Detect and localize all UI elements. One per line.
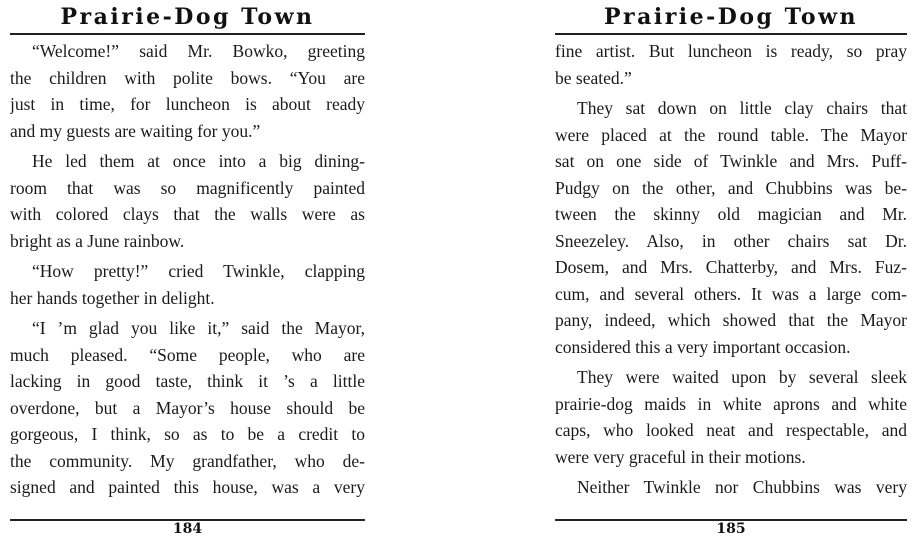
text-line: pany, indeed, which showed that the Mayor (555, 310, 907, 330)
text-line: Neither Twinkle nor Chubbins was very (577, 477, 907, 497)
text-line: just in time, for luncheon is about ready (10, 94, 365, 114)
text-line: “Welcome!” said Mr. Bowko, greeting (32, 41, 365, 61)
text-line: sat on one side of Twinkle and Mrs. Puff- (555, 151, 907, 171)
text-line: prairie-dog maids in white aprons and white (555, 393, 907, 414)
text-line: cum, and several others. It was a large com- (555, 283, 907, 304)
text-line: Sneezeley. Also, in other chairs sat Dr. (555, 230, 907, 251)
text-line: bright as a June rainbow. (10, 230, 185, 251)
left-page (10, 0, 365, 544)
right-body-text (555, 38, 907, 501)
text-line: and my guests are waiting for you.” (10, 120, 261, 141)
text-line: They sat down on little clay chairs that (577, 98, 907, 118)
text-line: were placed at the round table. The Mayor (555, 124, 907, 145)
text-line: were very graceful in their motions. (555, 446, 806, 467)
text-line: caps, who looked neat and respectable, and (555, 420, 907, 440)
text-line: He led them at once into a big dining- (32, 151, 365, 171)
text-line: considered this a very important occasion. (555, 336, 851, 357)
text-line: with colored clays that the walls were as (10, 204, 365, 224)
right-running-head: Prairie-Dog Town (603, 4, 859, 30)
text-line: much pleased. “Some people, who are (10, 344, 365, 365)
text-line: Dosem, and Mrs. Chatterby, and Mrs. Fuz- (555, 257, 907, 277)
text-line: fine artist. But luncheon is ready, so pray (555, 41, 907, 61)
text-line: lacking in good taste, think it ’s a little (10, 371, 365, 391)
left-running-head: Prairie-Dog Town (60, 4, 315, 30)
left-page-number: 184 (172, 521, 203, 537)
text-line: gorgeous, I think, so as to be a credit to (10, 424, 365, 444)
text-line: Pudgy on the other, and Chubbins was be- (555, 177, 907, 198)
text-line: signed and painted this house, was a very (10, 477, 365, 497)
left-top-rule (10, 33, 365, 35)
right-page (555, 0, 907, 544)
text-line: room that was so magnificently painted (10, 177, 365, 198)
text-line: overdone, but a Mayor’s house should be (10, 397, 365, 418)
text-line: “How pretty!” cried Twinkle, clapping (32, 261, 365, 281)
right-top-rule (555, 33, 907, 35)
left-body-text (10, 38, 365, 501)
text-line: be seated.” (555, 67, 632, 88)
text-line: the children with polite bows. “You are (10, 67, 365, 88)
text-line: her hands together in delight. (10, 287, 215, 308)
text-line: tween the skinny old magician and Mr. (555, 204, 907, 224)
text-line: “I ’m glad you like it,” said the Mayor, (32, 318, 365, 338)
text-line: the community. My grandfather, who de- (10, 450, 365, 471)
right-page-number: 185 (716, 521, 746, 537)
text-line: They were waited upon by several sleek (577, 367, 907, 387)
